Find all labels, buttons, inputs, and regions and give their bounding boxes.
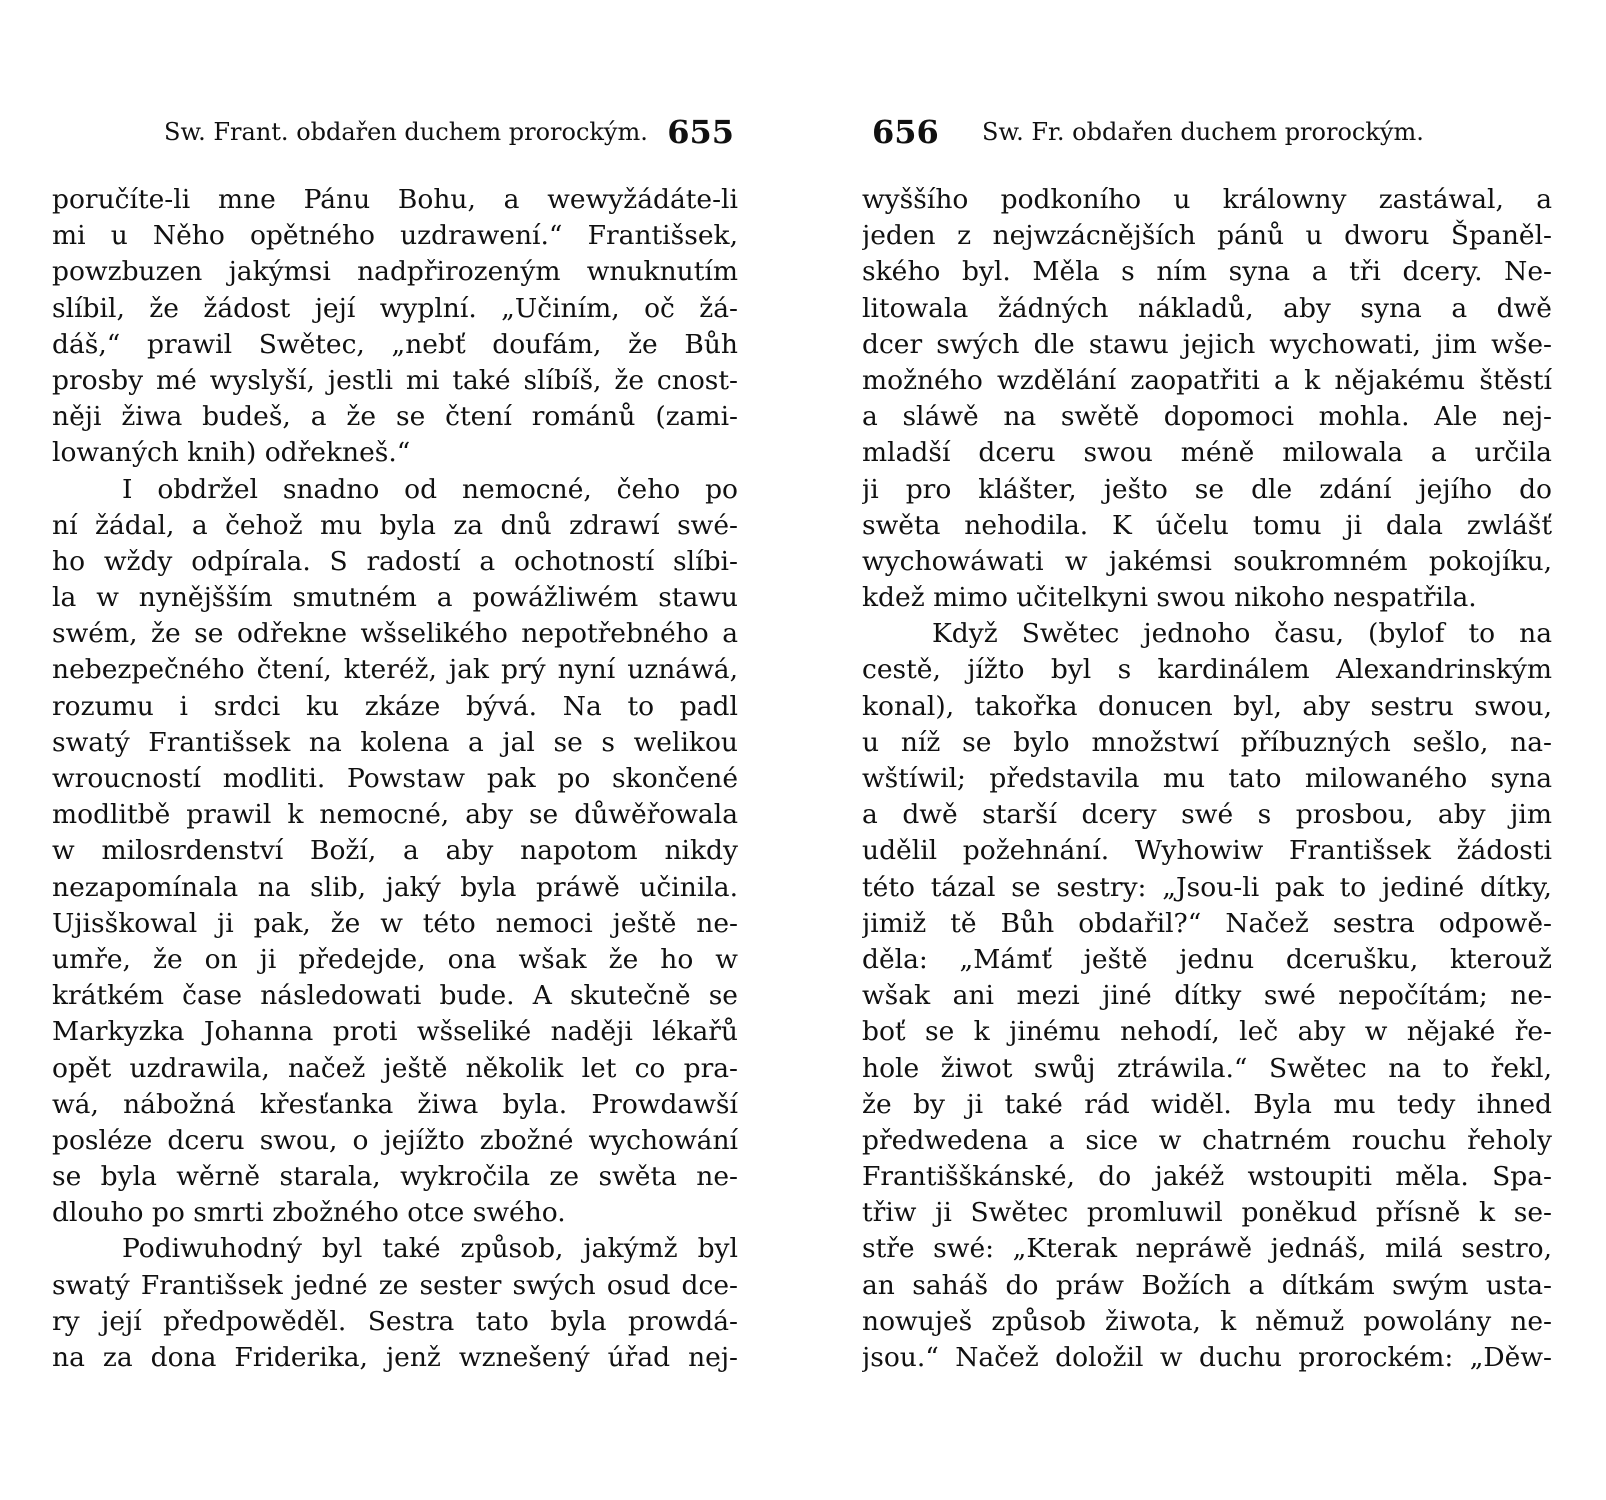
text-line: předwedena a sice w chatrném rouchu řeholy bbox=[862, 1124, 1552, 1156]
text-line: boť se k jinému nehodí, leč aby w nějaké ře- bbox=[862, 1016, 1552, 1048]
text-line: hole žiwot swůj ztráwila.“ Swětec na to řekl, bbox=[862, 1052, 1552, 1084]
text-line: slíbil, že žádost její wyplní. „Učiním, oč žá- bbox=[52, 292, 738, 324]
text-line: krátkém čase následowati bude. A skutečně se bbox=[52, 980, 738, 1012]
text-line: swatý Františsek jedné ze sester swých osud dce- bbox=[52, 1269, 738, 1301]
text-line: cestě, jížto byl s kardinálem Alexandrinským bbox=[862, 654, 1552, 686]
text-line: wychowáwati w jakémsi soukromném pokojíku, bbox=[862, 545, 1552, 577]
running-head: Sw. Fr. obdařen duchem prorockým. bbox=[982, 118, 1424, 146]
text-line: posléze dceru swou, o jejížto zbožné wychowání bbox=[52, 1124, 738, 1156]
text-line: Když Swětec jednoho času, (bylof to na bbox=[932, 618, 1552, 650]
text-line: Františškánské, do jakéž wstoupiti měla. Spa- bbox=[862, 1161, 1552, 1193]
text-line: umře, že on ji předejde, ona wšak že ho w bbox=[52, 943, 738, 975]
text-line: Ujisškowal ji pak, že w této nemoci ještě ne- bbox=[52, 907, 738, 939]
text-line: w milosrdenství Boží, a aby napotom nikdy bbox=[52, 835, 738, 867]
running-head: Sw. Frant. obdařen duchem prorockým. bbox=[164, 118, 648, 146]
text-line: jsou.“ Načež doložil w duchu prorockém: „Děw- bbox=[862, 1342, 1552, 1373]
text-line: u níž se bylo množstwí příbuzných sešlo, na- bbox=[862, 726, 1552, 758]
text-line: swatý Františsek na kolena a jal se s welikou bbox=[52, 726, 738, 758]
text-line: třiw ji Swětec promluwil poněkud přísně k se- bbox=[862, 1197, 1552, 1229]
page-number: 656 bbox=[872, 113, 939, 151]
text-line: na za dona Friderika, jenž wznešený úřad nej- bbox=[52, 1342, 738, 1373]
text-line: nowuješ způsob žiwota, k němuž powolány ne- bbox=[862, 1305, 1552, 1337]
text-line: ji pro klášter, ješto se dle zdání jejího do bbox=[862, 473, 1552, 505]
text-line: Markyzka Johanna proti wšseliké naději lékařů bbox=[52, 1016, 738, 1048]
right-page-header bbox=[862, 112, 1552, 152]
text-line: jimiž tě Bůh obdařil?“ Načež sestra odpowě- bbox=[862, 907, 1552, 939]
text-line: této tázal se sestry: „Jsou-li pak to jediné dítky, bbox=[862, 871, 1552, 903]
text-line: dáš,“ prawil Swětec, „nebť doufám, že Bůh bbox=[52, 328, 738, 360]
text-line: rozumu i srdci ku zkáze bývá. Na to padl bbox=[52, 690, 738, 722]
text-line: nebezpečného čtení, kteréž, jak prý nyní uznáwá, bbox=[52, 654, 738, 686]
text-line: a sláwě na swětě dopomoci mohla. Ale nej- bbox=[862, 401, 1552, 433]
left-page-header bbox=[52, 112, 738, 152]
text-line: poručíte-li mne Pánu Bohu, a wewyžádáte-li bbox=[52, 184, 738, 215]
text-line: ho wždy odpírala. S radostí a ochotností slíbi- bbox=[52, 545, 738, 577]
text-line: I obdržel snadno od nemocné, čeho po bbox=[122, 473, 738, 505]
text-line: ní žádal, a čehož mu byla za dnů zdrawí swé- bbox=[52, 509, 738, 541]
text-line: konal), takořka donucen byl, aby sestru swou, bbox=[862, 690, 1552, 722]
text-line: kdež mimo učitelkyni swou nikoho nespatřila. bbox=[862, 582, 1477, 614]
text-line: wyššího podkoního u králowny zastáwal, a bbox=[862, 184, 1552, 215]
text-line: mi u Něho opětného uzdrawení.“ Františsek, bbox=[52, 220, 738, 252]
text-line: jeden z nejwzácnějších pánů u dworu Španěl- bbox=[862, 220, 1552, 252]
text-line: a dwě starší dcery swé s prosbou, aby jim bbox=[862, 799, 1552, 831]
text-line: wštíwil; představila mu tato milowaného syna bbox=[862, 763, 1552, 794]
text-line: wroucností modliti. Powstaw pak po skončené bbox=[52, 763, 738, 794]
text-line: dlouho po smrti zbožného otce swého. bbox=[52, 1197, 566, 1229]
text-line: něji žiwa budeš, a že se čtení románů (zami- bbox=[52, 401, 738, 433]
text-line: an saháš do práw Božích a dítkám swým usta- bbox=[862, 1269, 1552, 1301]
text-line: wšak ani mezi jiné dítky swé nepočítám; ne- bbox=[862, 980, 1552, 1012]
text-line: možného wzdělání zaopatřiti a k nějakému štěstí bbox=[862, 364, 1552, 396]
text-line: že by ji také rád widěl. Byla mu tedy ihned bbox=[862, 1088, 1552, 1120]
text-line: wá, nábožná křesťanka žiwa byla. Prowdawší bbox=[52, 1088, 738, 1120]
page-number: 655 bbox=[667, 113, 734, 151]
text-line: la w nynějšším smutném a powážliwém stawu bbox=[52, 582, 738, 614]
text-line: ského byl. Měla s ním syna a tři dcery. Ne- bbox=[862, 256, 1552, 288]
right-page-body bbox=[862, 182, 1552, 1376]
text-line: ry její předpowěděl. Sestra tato byla prowdá- bbox=[52, 1305, 738, 1337]
text-line: powzbuzen jakýmsi nadpřirozeným wnuknutím bbox=[52, 256, 738, 288]
text-line: litowala žádných nákladů, aby syna a dwě bbox=[862, 292, 1552, 324]
text-line: lowaných knih) odřekneš.“ bbox=[52, 437, 411, 469]
text-line: swém, že se odřekne wšselikého nepotřebného a bbox=[52, 618, 738, 650]
left-page-body bbox=[52, 182, 738, 1376]
text-line: mladší dceru swou méně milowala a určila bbox=[862, 437, 1552, 469]
text-line: udělil požehnání. Wyhowiw Františsek žádosti bbox=[862, 835, 1552, 867]
text-line: se byla wěrně starala, wykročila ze swěta ne- bbox=[52, 1161, 738, 1193]
text-line: opět uzdrawila, načež ještě několik let co pra- bbox=[52, 1052, 738, 1084]
text-line: děla: „Mámť ještě jednu dcerušku, kterouž bbox=[862, 943, 1552, 975]
text-line: nezapomínala na slib, jaký byla práwě učinila. bbox=[52, 871, 738, 903]
text-line: stře swé: „Kterak nepráwě jednáš, milá sestro, bbox=[862, 1233, 1552, 1265]
text-line: prosby mé wyslyší, jestli mi také slíbíš, že cnost- bbox=[52, 364, 738, 396]
text-line: modlitbě prawil k nemocné, aby se důwěřowala bbox=[52, 799, 738, 831]
text-line: Podiwuhodný byl také způsob, jakýmž byl bbox=[122, 1233, 738, 1265]
text-line: swěta nehodila. K účelu tomu ji dala zwlášť bbox=[862, 509, 1552, 541]
text-line: dcer swých dle stawu jejich wychowati, jim wše- bbox=[862, 328, 1552, 360]
